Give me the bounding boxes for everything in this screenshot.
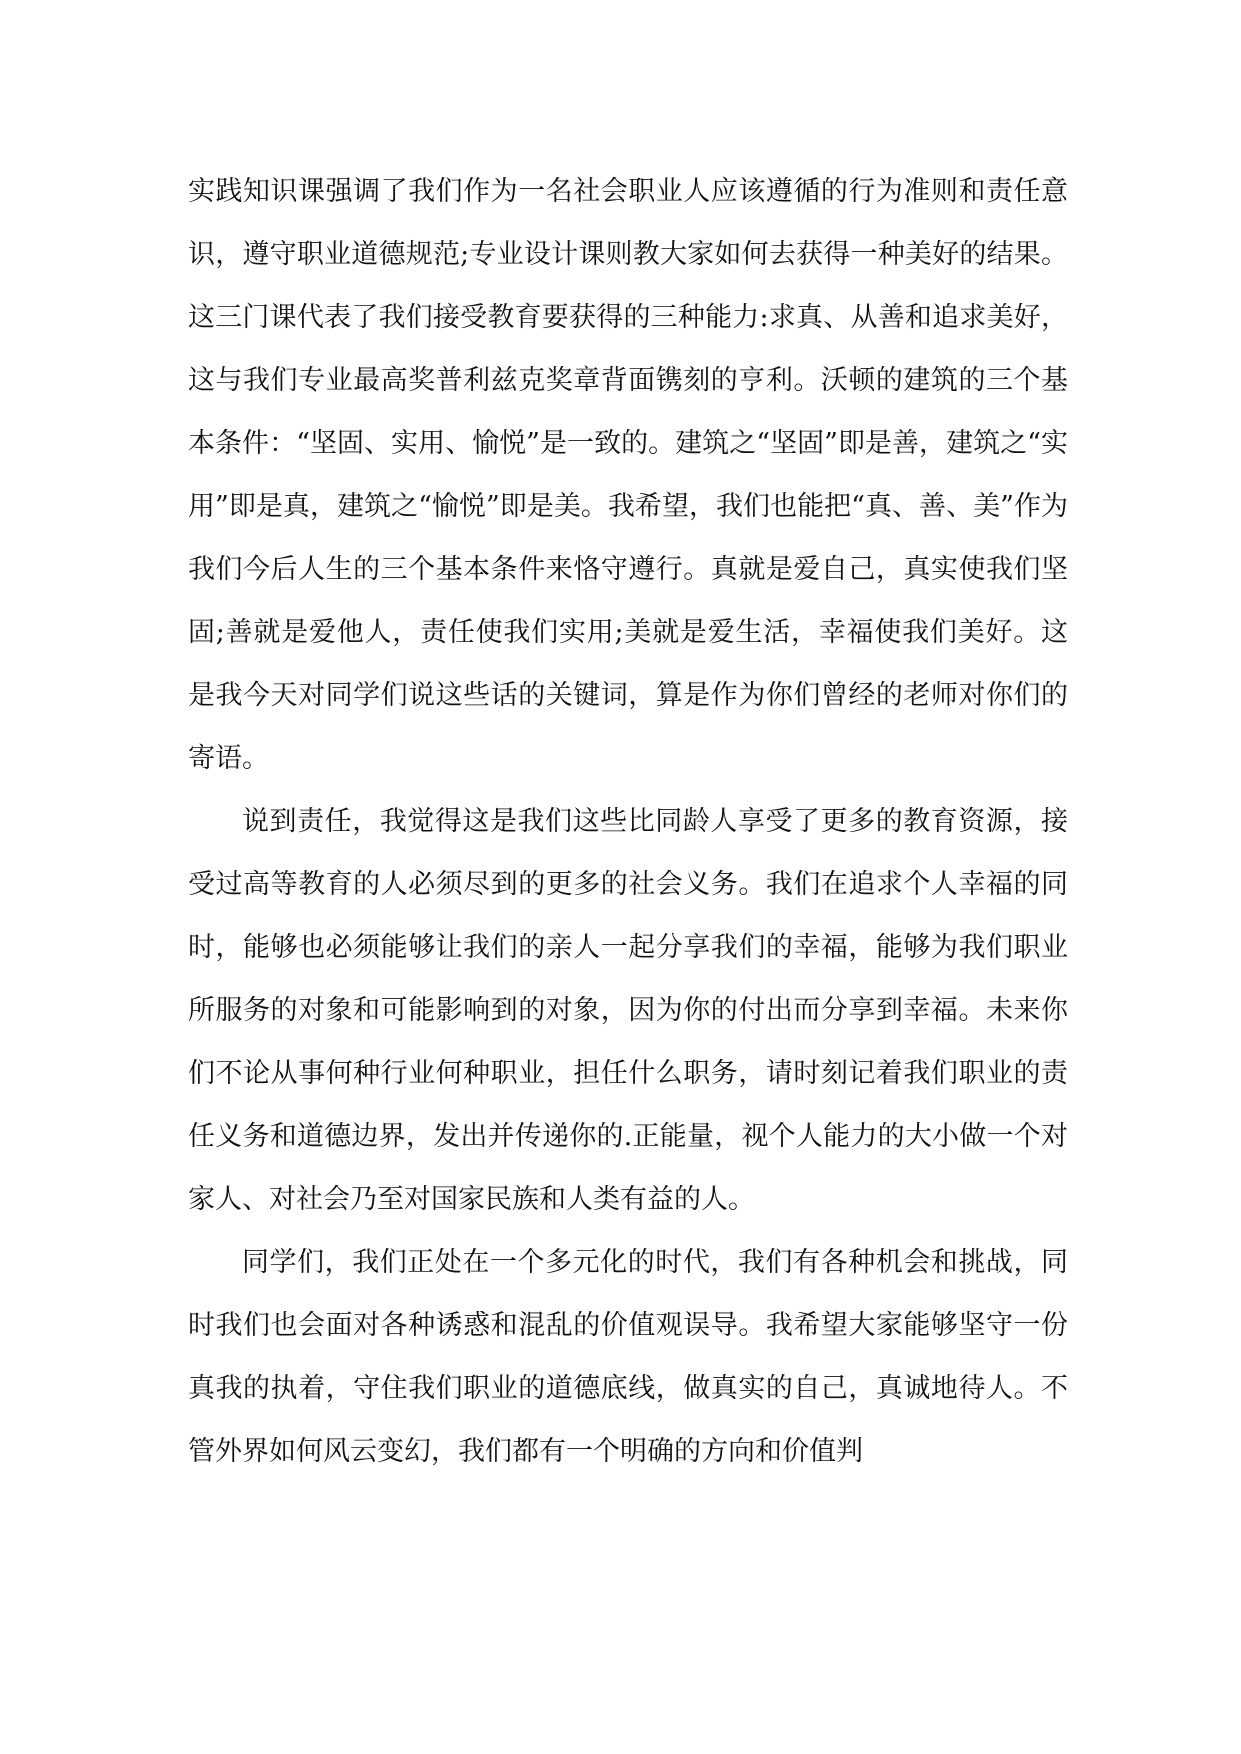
document-body bbox=[188, 160, 1068, 1483]
paragraph-1: 实践知识课强调了我们作为一名社会职业人应该遵循的行为准则和责任意识，遵守职业道德规范;专业设计课则教大家如何去获得一种美好的结果。这三门课代表了我们接受教育要获得的三种能力:求真、从善和追求美好，这与我们专业最高奖普利兹克奖章背面镌刻的亨利。沃顿的建筑的三个基本条件：“坚固、实用、愉悦”是一致的。建筑之“坚固”即是善，建筑之“实用”即是真，建筑之“愉悦”即是美。我希望，我们也能把“真、善、美”作为我们今后人生的三个基本条件来恪守遵行。真就是爱自己，真实使我们坚固;善就是爱他人，责任使我们实用;美就是爱生活，幸福使我们美好。这是我今天对同学们说这些话的关键词，算是作为你们曾经的老师对你们的寄语。 bbox=[188, 176, 1068, 774]
paragraph-2: 说到责任，我觉得这是我们这些比同龄人享受了更多的教育资源，接受过高等教育的人必须尽到的更多的社会义务。我们在追求个人幸福的同时，能够也必须能够让我们的亲人一起分享我们的幸福，能够为我们职业所服务的对象和可能影响到的对象，因为你的付出而分享到幸福。未来你们不论从事何种行业何种职业，担任什么职务，请时刻记着我们职业的责任义务和道德边界，发出并传递你的.正能量，视个人能力的大小做一个对家人、对社会乃至对国家民族和人类有益的人。 bbox=[188, 806, 1068, 1215]
paragraph-3: 同学们，我们正处在一个多元化的时代，我们有各种机会和挑战，同时我们也会面对各种诱惑和混乱的价值观误导。我希望大家能够坚守一份真我的执着，守住我们职业的道德底线，做真实的自己，真诚地待人。不管外界如何风云变幻，我们都有一个明确的方向和价值判 bbox=[188, 1247, 1068, 1467]
